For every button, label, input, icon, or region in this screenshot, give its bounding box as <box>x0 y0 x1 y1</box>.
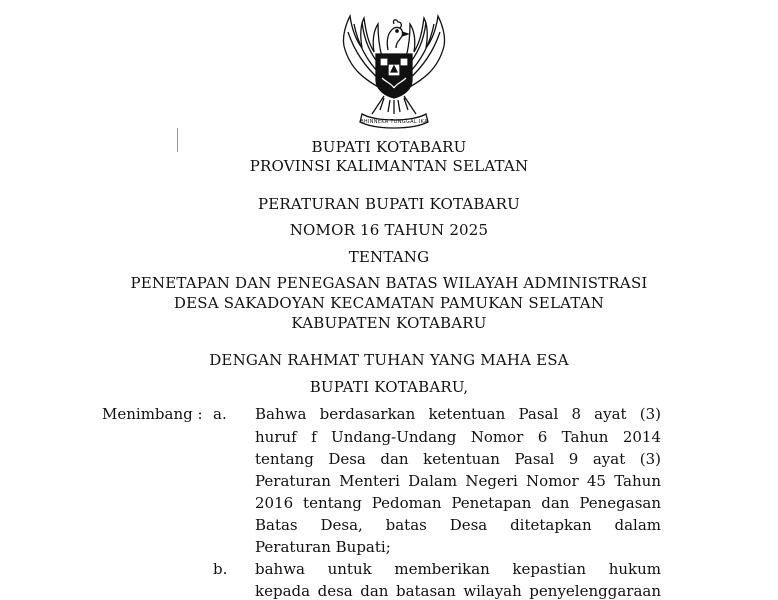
item-b-line: kepada desa dan batasan wilayah penyelenggaraan <box>255 582 661 600</box>
subject-line-3: KABUPATEN KOTABARU <box>291 314 487 332</box>
subject-line-2: DESA SAKADOYAN KECAMATAN PAMUKAN SELATAN <box>173 294 605 312</box>
regulation-number: NOMOR 16 TAHUN 2025 <box>289 221 489 239</box>
regulation-title: PERATURAN BUPATI KOTABARU <box>257 195 520 213</box>
item-letter-a: a. <box>213 405 227 423</box>
subject-line-1: PENETAPAN DAN PENEGASAN BATAS WILAYAH ADMINISTRASI <box>130 274 648 292</box>
issuer-line2: PROVINSI KALIMANTAN SELATAN <box>249 157 529 175</box>
item-a-line: 2016 tentang Pedoman Penetapan dan Penegasan <box>255 494 661 512</box>
issuer-line1: BUPATI KOTABARU <box>311 138 467 156</box>
garuda-emblem-icon <box>336 10 452 132</box>
invocation: DENGAN RAHMAT TUHAN YANG MAHA ESA <box>209 351 569 369</box>
item-a-line: tentang Desa dan ketentuan Pasal 9 ayat (3) <box>255 450 661 468</box>
svg-text:BHINNEKA TUNGGAL IKA: BHINNEKA TUNGGAL IKA <box>360 119 428 125</box>
authority: BUPATI KOTABARU, <box>309 378 469 396</box>
item-letter-b: b. <box>213 560 228 578</box>
about-label: TENTANG <box>348 248 430 266</box>
considering-label: Menimbang : <box>102 405 203 423</box>
item-a-line: Batas Desa, batas Desa ditetapkan dalam <box>255 516 661 534</box>
item-b-line: bahwa untuk memberikan kepastian hukum <box>255 560 661 578</box>
item-a-line: Peraturan Menteri Dalam Negeri Nomor 45 Tahun <box>255 472 661 490</box>
item-a-line: Bahwa berdasarkan ketentuan Pasal 8 ayat (3) <box>255 405 661 423</box>
item-a-line: Peraturan Bupati; <box>255 538 391 556</box>
item-a-line: huruf f Undang-Undang Nomor 6 Tahun 2014 <box>255 428 661 446</box>
